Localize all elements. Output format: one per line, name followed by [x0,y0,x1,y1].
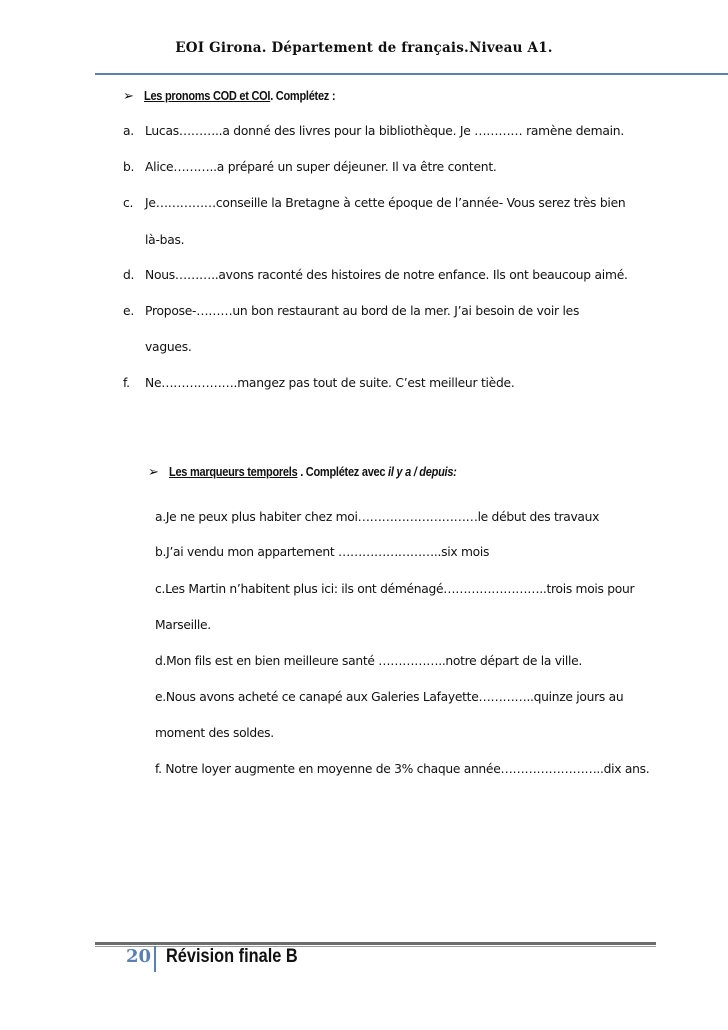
section2-keywords: il y a / depuis: [387,465,457,479]
section2-heading [148,464,496,480]
list-item: f. Notre loyer augmente en moyenne de 3% chaque année……………………..dix ans. [155,762,650,776]
list-item: a.Je ne peux plus habiter chez moi…………………………le début des travaux [155,510,600,524]
list-item: d.Mon fils est en bien meilleure santé ……………..notre départ de la ville. [155,654,582,668]
footer-separator [154,946,156,972]
footer-title: Révision finale B [166,946,298,967]
list-item-continuation: là-bas. [145,233,185,247]
page-number: 20 [126,946,152,967]
list-item-continuation: vagues. [145,340,192,354]
section2-instruction: . Complétez avec [297,465,388,479]
list-item: b.J’ai vendu mon appartement ……………………..six mois [155,545,490,559]
list-item: b. Alice………..a préparé un super déjeuner. Il va être content. [123,160,497,174]
section1-heading [123,88,361,104]
arrow-bullet-icon: ➢ [123,89,134,104]
list-item: e. Propose-………un bon restaurant au bord de la mer. J’ai besoin de voir les [123,304,580,318]
header-rule [95,73,728,75]
list-item: d. Nous………..avons raconté des histoires de notre enfance. Ils ont beaucoup aimé. [123,268,628,282]
list-item: a. Lucas………..a donné des livres pour la bibliothèque. Je ………… ramène demain. [123,124,624,138]
section1-title: Les pronoms COD et COI [143,89,271,103]
list-item: f. Ne……………….mangez pas tout de suite. C’est meilleur tiède. [123,376,515,390]
section1-instruction: . Complétez : [270,89,336,103]
list-item-continuation: moment des soldes. [155,726,274,740]
section2-title: Les marqueurs temporels [168,465,298,479]
list-item: c. Je……………conseille la Bretagne à cette époque de l’année- Vous serez très bien [123,196,626,210]
footer-rule [95,942,656,945]
list-item-continuation: Marseille. [155,618,211,632]
document-header: EOI Girona. Département de français.Niveau A1. [175,40,553,56]
list-item: e.Nous avons acheté ce canapé aux Galeries Lafayette…………..quinze jours au [155,690,624,704]
arrow-bullet-icon: ➢ [148,465,159,480]
list-item: c.Les Martin n’habitent plus ici: ils ont déménagé……………………..trois mois pour [155,582,635,596]
